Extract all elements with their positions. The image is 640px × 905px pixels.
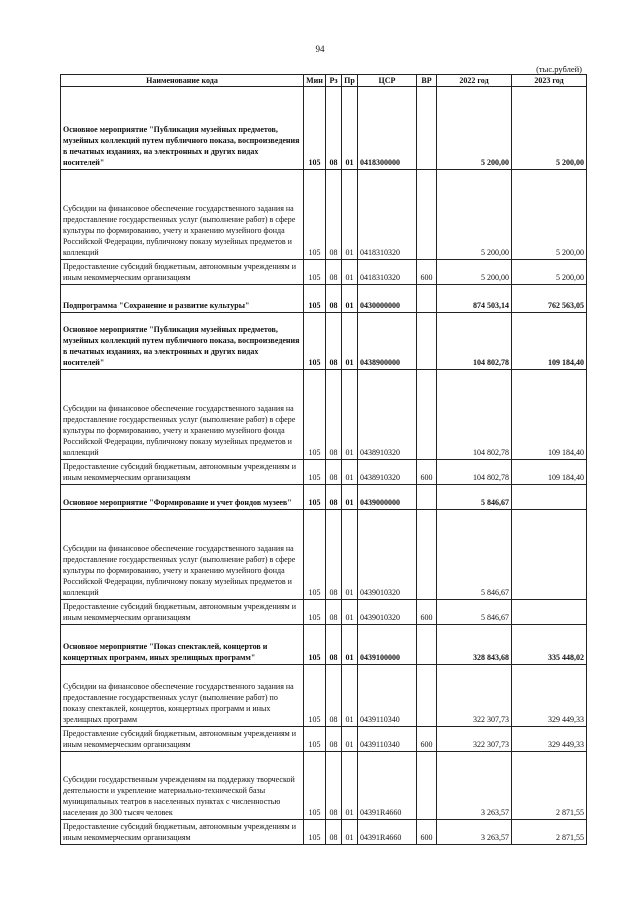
cell-csr: 0418300000	[358, 87, 417, 170]
table-row	[61, 313, 587, 370]
cell-2022: 874 503,14	[437, 285, 512, 313]
table-row	[61, 260, 587, 285]
cell-csr: 0438910320	[358, 370, 417, 460]
cell-rz: 08	[326, 600, 342, 625]
cell-csr: 04391R4660	[358, 820, 417, 845]
units-label: (тыс.рублей)	[536, 64, 582, 74]
cell-name: Предоставление субсидий бюджетным, автономным учреждениям и иным некоммерческим организациям	[61, 260, 304, 285]
table-row	[61, 485, 587, 510]
cell-pr: 01	[342, 313, 358, 370]
cell-pr: 01	[342, 727, 358, 752]
cell-2023: 335 448,02	[512, 625, 587, 665]
cell-name: Предоставление субсидий бюджетным, автономным учреждениям и иным некоммерческим организациям	[61, 600, 304, 625]
cell-name: Предоставление субсидий бюджетным, автономным учреждениям и иным некоммерческим организациям	[61, 460, 304, 485]
cell-vr: 600	[417, 727, 437, 752]
cell-vr: 600	[417, 260, 437, 285]
cell-name: Основное мероприятие "Формирование и учет фондов музеев"	[61, 485, 304, 510]
cell-csr: 0439000000	[358, 485, 417, 510]
cell-min: 105	[304, 370, 326, 460]
table-row	[61, 625, 587, 665]
cell-pr: 01	[342, 460, 358, 485]
cell-vr: 600	[417, 460, 437, 485]
cell-pr: 01	[342, 665, 358, 727]
table-row	[61, 170, 587, 260]
cell-2022: 322 307,73	[437, 727, 512, 752]
cell-pr: 01	[342, 370, 358, 460]
cell-csr: 0439100000	[358, 625, 417, 665]
cell-name: Субсидии на финансовое обеспечение государственного задания на предоставление государственных услуг (выполнение работ) в сфере культуры по формированию, учету и хранению музейного фонда Российской Федерации, публичному показу музейных предметов и коллекций	[61, 510, 304, 600]
cell-2023	[512, 510, 587, 600]
cell-pr: 01	[342, 485, 358, 510]
cell-2022: 5 846,67	[437, 510, 512, 600]
cell-2023: 329 449,33	[512, 665, 587, 727]
cell-vr	[417, 485, 437, 510]
cell-rz: 08	[326, 260, 342, 285]
cell-pr: 01	[342, 285, 358, 313]
cell-csr: 0418310320	[358, 170, 417, 260]
cell-pr: 01	[342, 600, 358, 625]
header-csr: ЦСР	[358, 75, 417, 87]
cell-2022: 104 802,78	[437, 370, 512, 460]
cell-pr: 01	[342, 170, 358, 260]
cell-rz: 08	[326, 460, 342, 485]
cell-rz: 08	[326, 752, 342, 820]
cell-name: Основное мероприятие "Публикация музейных предметов, музейных коллекций путем публичного показа, воспроизведения в печатных изданиях, на электронных и других видах носителей"	[61, 313, 304, 370]
cell-pr: 01	[342, 260, 358, 285]
cell-pr: 01	[342, 625, 358, 665]
cell-min: 105	[304, 510, 326, 600]
cell-2022: 3 263,57	[437, 752, 512, 820]
cell-rz: 08	[326, 285, 342, 313]
cell-vr: 600	[417, 820, 437, 845]
cell-vr	[417, 170, 437, 260]
cell-2023: 5 200,00	[512, 260, 587, 285]
cell-min: 105	[304, 87, 326, 170]
cell-vr	[417, 752, 437, 820]
cell-vr	[417, 313, 437, 370]
header-min: Мин	[304, 75, 326, 87]
budget-table	[60, 74, 587, 845]
table-header-row	[61, 75, 587, 87]
cell-csr: 0418310320	[358, 260, 417, 285]
cell-2022: 328 843,68	[437, 625, 512, 665]
cell-rz: 08	[326, 820, 342, 845]
table-body	[61, 87, 587, 845]
cell-2023	[512, 600, 587, 625]
cell-csr: 04391R4660	[358, 752, 417, 820]
cell-pr: 01	[342, 820, 358, 845]
header-2023: 2023 год	[512, 75, 587, 87]
cell-csr: 0438910320	[358, 460, 417, 485]
cell-pr: 01	[342, 752, 358, 820]
cell-min: 105	[304, 170, 326, 260]
cell-2023: 5 200,00	[512, 170, 587, 260]
cell-2022: 322 307,73	[437, 665, 512, 727]
table-row	[61, 370, 587, 460]
cell-min: 105	[304, 665, 326, 727]
cell-min: 105	[304, 820, 326, 845]
cell-2023	[512, 485, 587, 510]
cell-min: 105	[304, 600, 326, 625]
cell-min: 105	[304, 752, 326, 820]
cell-name: Субсидии на финансовое обеспечение государственного задания на предоставление государственных услуг (выполнение работ) в сфере культуры по формированию, учету и хранению музейного фонда Российской Федерации, публичному показу музейных предметов и коллекций	[61, 170, 304, 260]
cell-min: 105	[304, 285, 326, 313]
cell-vr	[417, 625, 437, 665]
cell-2022: 3 263,57	[437, 820, 512, 845]
cell-vr	[417, 87, 437, 170]
cell-min: 105	[304, 260, 326, 285]
cell-2022: 5 846,67	[437, 600, 512, 625]
cell-csr: 0439010320	[358, 510, 417, 600]
table-row	[61, 460, 587, 485]
cell-pr: 01	[342, 510, 358, 600]
cell-vr: 600	[417, 600, 437, 625]
table-row	[61, 285, 587, 313]
cell-vr	[417, 285, 437, 313]
table-row	[61, 820, 587, 845]
table-row	[61, 665, 587, 727]
cell-2022: 5 200,00	[437, 260, 512, 285]
cell-name: Субсидии на финансовое обеспечение государственного задания на предоставление государственных услуг (выполнение работ) по показу спектаклей, концертов, концертных программ и иных зрелищных программ	[61, 665, 304, 727]
header-rz: Рз	[326, 75, 342, 87]
header-vr: ВР	[417, 75, 437, 87]
cell-csr: 0439010320	[358, 600, 417, 625]
cell-2023: 109 184,40	[512, 313, 587, 370]
cell-name: Основное мероприятие "Публикация музейных предметов, музейных коллекций путем публичного показа, воспроизведения в печатных изданиях, на электронных и других видах носителей"	[61, 87, 304, 170]
cell-2023: 329 449,33	[512, 727, 587, 752]
cell-name: Предоставление субсидий бюджетным, автономным учреждениям и иным некоммерческим организациям	[61, 820, 304, 845]
cell-rz: 08	[326, 510, 342, 600]
table-row	[61, 727, 587, 752]
cell-rz: 08	[326, 727, 342, 752]
cell-csr: 0439110340	[358, 727, 417, 752]
table-row	[61, 87, 587, 170]
cell-2022: 5 200,00	[437, 87, 512, 170]
cell-name: Основное мероприятие "Показ спектаклей, концертов и концертных программ, иных зрелищных программ"	[61, 625, 304, 665]
cell-name: Субсидии на финансовое обеспечение государственного задания на предоставление государственных услуг (выполнение работ) в сфере культуры по формированию, учету и хранению музейного фонда Российской Федерации, публичному показу музейных предметов и коллекций	[61, 370, 304, 460]
cell-rz: 08	[326, 485, 342, 510]
cell-name: Субсидии государственным учреждениям на поддержку творческой деятельности и укрепление материально-технической базы муниципальных театров в населенных пунктах с численностью населения до 300 тысяч человек	[61, 752, 304, 820]
cell-name: Подпрограмма "Сохранение и развитие культуры"	[61, 285, 304, 313]
cell-rz: 08	[326, 87, 342, 170]
cell-rz: 08	[326, 665, 342, 727]
cell-csr: 0430000000	[358, 285, 417, 313]
cell-2023: 2 871,55	[512, 752, 587, 820]
cell-rz: 08	[326, 313, 342, 370]
cell-2023: 109 184,40	[512, 370, 587, 460]
cell-rz: 08	[326, 170, 342, 260]
cell-rz: 08	[326, 370, 342, 460]
cell-2023: 762 563,05	[512, 285, 587, 313]
cell-2022: 5 846,67	[437, 485, 512, 510]
cell-min: 105	[304, 625, 326, 665]
cell-min: 105	[304, 727, 326, 752]
cell-vr	[417, 370, 437, 460]
cell-min: 105	[304, 485, 326, 510]
cell-2022: 104 802,78	[437, 460, 512, 485]
cell-vr	[417, 665, 437, 727]
cell-2023: 5 200,00	[512, 87, 587, 170]
cell-2023: 2 871,55	[512, 820, 587, 845]
table-row	[61, 600, 587, 625]
cell-min: 105	[304, 460, 326, 485]
header-pr: Пр	[342, 75, 358, 87]
cell-min: 105	[304, 313, 326, 370]
header-name: Наименование кода	[61, 75, 304, 87]
cell-name: Предоставление субсидий бюджетным, автономным учреждениям и иным некоммерческим организациям	[61, 727, 304, 752]
header-2022: 2022 год	[437, 75, 512, 87]
table-row	[61, 510, 587, 600]
cell-vr	[417, 510, 437, 600]
cell-2022: 104 802,78	[437, 313, 512, 370]
cell-2022: 5 200,00	[437, 170, 512, 260]
cell-csr: 0439110340	[358, 665, 417, 727]
cell-rz: 08	[326, 625, 342, 665]
page-number: 94	[315, 44, 325, 54]
table-row	[61, 752, 587, 820]
cell-pr: 01	[342, 87, 358, 170]
cell-csr: 0438900000	[358, 313, 417, 370]
cell-2023: 109 184,40	[512, 460, 587, 485]
